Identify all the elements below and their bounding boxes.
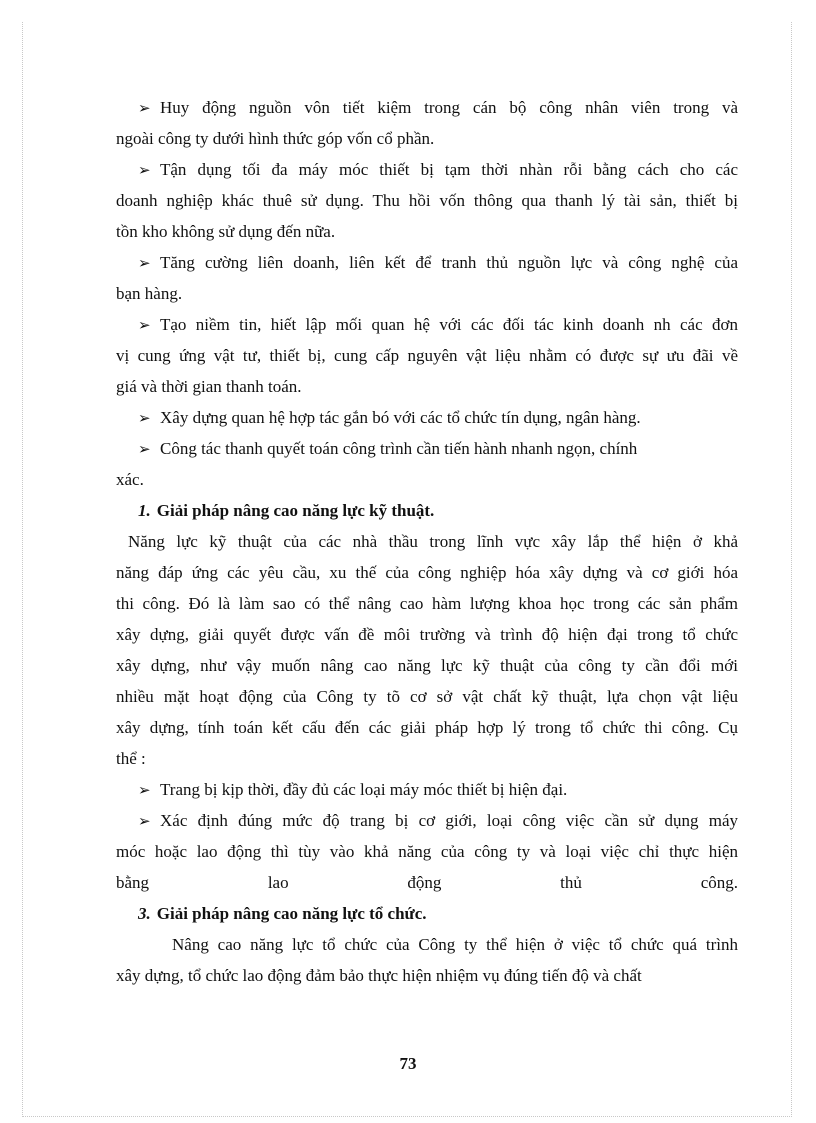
arrow-bullet-icon: ➢ bbox=[138, 814, 151, 830]
arrow-bullet-icon: ➢ bbox=[138, 442, 151, 458]
paragraph-line: xây dựng, tính toán kết cấu đến các giải pháp hợp lý trong tổ chức thi công. Cụ bbox=[116, 718, 738, 737]
arrow-bullet-icon: ➢ bbox=[138, 411, 151, 427]
bullet-item bbox=[116, 92, 738, 123]
document-body bbox=[116, 92, 738, 991]
arrow-bullet-icon: ➢ bbox=[138, 163, 151, 179]
bullet-continuation: móc hoặc lao động thì tùy vào khả năng của công ty và loại việc chỉ thực hiện bbox=[116, 842, 738, 861]
heading-text: Giải pháp nâng cao năng lực kỹ thuật. bbox=[156, 501, 435, 520]
paragraph-line: thể : bbox=[116, 749, 146, 768]
bullet-text: Trang bị kịp thời, đầy đủ các loại máy móc thiết bị hiện đại. bbox=[160, 780, 568, 799]
heading-text: Giải pháp nâng cao năng lực tổ chức. bbox=[156, 904, 427, 923]
bullet-item bbox=[116, 774, 738, 805]
bullet-item bbox=[116, 309, 738, 340]
bullet-continuation: tồn kho không sử dụng đến nữa. bbox=[116, 222, 336, 241]
paragraph-line: năng đáp ứng các yêu cầu, xu thế của công nghiệp hóa xây dựng và cơ giới hóa bbox=[116, 563, 738, 582]
bullet-continuation: bằng lao động thủ công. bbox=[116, 873, 738, 892]
bullet-item bbox=[116, 402, 738, 433]
bullet-text: Tận dụng tối đa máy móc thiết bị tạm thời nhàn rỗi bằng cách cho các bbox=[160, 160, 738, 179]
bullet-continuation: vị cung ứng vật tư, thiết bị, cung cấp nguyên vật liệu nhằm có được sự ưu đãi về bbox=[116, 346, 738, 365]
arrow-bullet-icon: ➢ bbox=[138, 783, 151, 799]
bullet-text: Tăng cường liên doanh, liên kết để tranh thủ nguồn lực và công nghệ của bbox=[160, 253, 738, 272]
paragraph-line: nhiều mặt hoạt động của Công ty tõ cơ sở vật chất kỹ thuật, lựa chọn vật liệu bbox=[116, 687, 738, 706]
arrow-bullet-icon: ➢ bbox=[138, 101, 151, 117]
bullet-text: Công tác thanh quyết toán công trình cần tiến hành nhanh ngọn, chính bbox=[160, 439, 638, 458]
arrow-bullet-icon: ➢ bbox=[138, 318, 151, 334]
bullet-item bbox=[116, 154, 738, 185]
bullet-item bbox=[116, 433, 738, 464]
section-heading-technical bbox=[116, 495, 738, 526]
paragraph-line: Nâng cao năng lực tổ chức của Công ty thể hiện ở việc tổ chức quá trình bbox=[172, 935, 738, 954]
paragraph-line: xây dựng, tổ chức lao động đảm bảo thực hiện nhiệm vụ đúng tiến độ và chất bbox=[116, 966, 642, 985]
bullet-text: Xây dựng quan hệ hợp tác gắn bó với các tổ chức tín dụng, ngân hàng. bbox=[160, 408, 641, 427]
page-number: 73 bbox=[399, 1054, 417, 1073]
bullet-continuation: xác. bbox=[116, 470, 144, 489]
bullet-item bbox=[116, 247, 738, 278]
paragraph-line: xây dựng, giải quyết được vấn đề môi trường và trình độ hiện đại trong tổ chức bbox=[116, 625, 738, 644]
bullet-text: Huy động nguồn vôn tiết kiệm trong cán bộ công nhân viên trong và bbox=[160, 98, 738, 117]
bullet-item bbox=[116, 805, 738, 836]
bullet-text: Tạo niềm tin, hiết lập mối quan hệ với các đối tác kinh doanh nh các đơn bbox=[160, 315, 738, 334]
bullet-text: Xác định đúng mức độ trang bị cơ giới, loại công việc cần sử dụng máy bbox=[160, 811, 738, 830]
heading-number: 3. bbox=[138, 904, 151, 923]
paragraph-line: xây dựng, như vậy muốn nâng cao năng lực kỹ thuật của công ty cần đổi mới bbox=[116, 656, 738, 675]
heading-number: 1. bbox=[138, 501, 151, 520]
paragraph-line: Năng lực kỹ thuật của các nhà thầu trong lĩnh vực xây lắp thể hiện ở khả bbox=[128, 532, 738, 551]
bullet-continuation: doanh nghiệp khác thuê sử dụng. Thu hồi vốn thông qua thanh lý tài sản, thiết bị bbox=[116, 191, 738, 210]
bullet-continuation: ngoài công ty dưới hình thức góp vốn cổ phần. bbox=[116, 129, 435, 148]
section-heading-organization bbox=[116, 898, 738, 929]
bullet-continuation: bạn hàng. bbox=[116, 284, 183, 303]
arrow-bullet-icon: ➢ bbox=[138, 256, 151, 272]
bullet-continuation: giá và thời gian thanh toán. bbox=[116, 377, 302, 396]
paragraph-line: thi công. Đó là làm sao có thể nâng cao hàm lượng khoa học trong các sản phẩm bbox=[116, 594, 738, 613]
